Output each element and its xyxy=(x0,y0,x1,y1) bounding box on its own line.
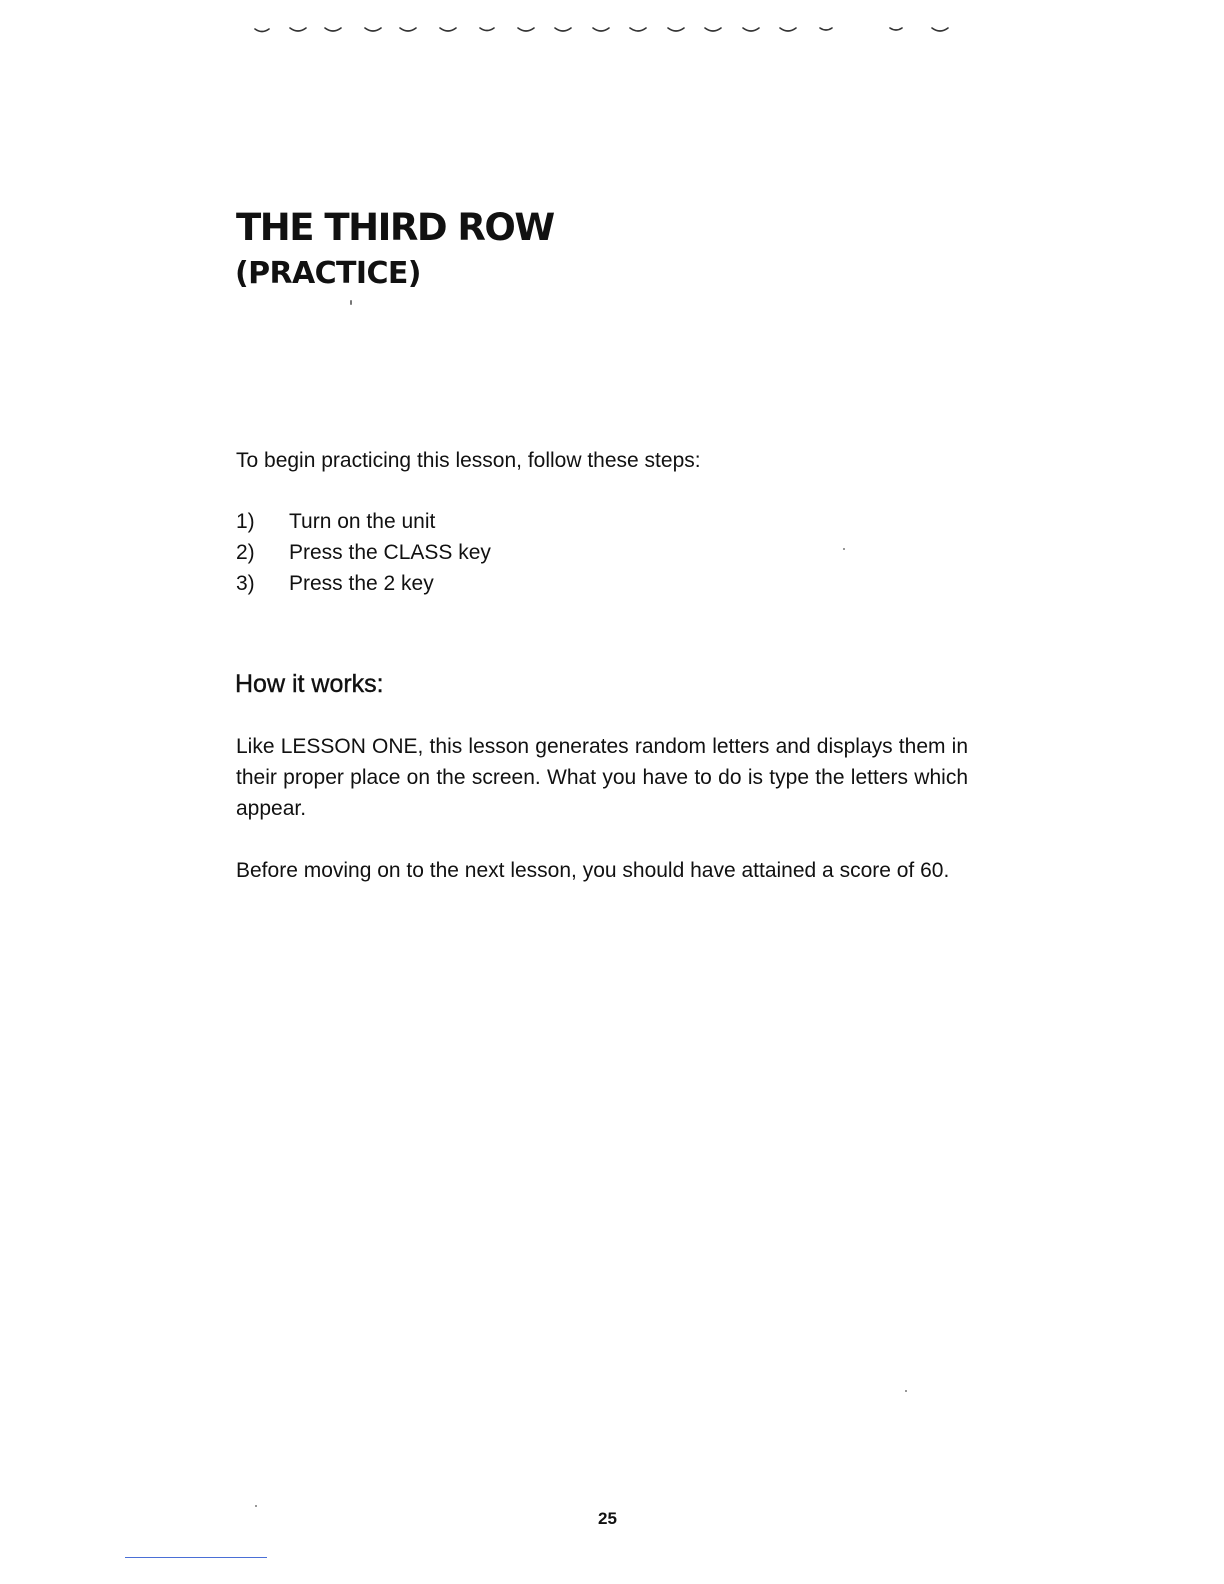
step-number: 3) xyxy=(236,572,255,595)
scan-speck xyxy=(843,548,845,550)
page-subtitle: (PRACTICE) xyxy=(235,256,421,291)
step-number: 2) xyxy=(236,541,255,564)
footer-rule xyxy=(125,1557,267,1558)
scan-speck xyxy=(905,1390,907,1392)
list-item xyxy=(236,506,491,537)
list-item xyxy=(236,568,491,599)
step-number: 1) xyxy=(236,510,255,533)
page-title: THE THIRD ROW xyxy=(236,206,554,249)
step-text: Press the 2 key xyxy=(289,572,434,595)
list-item xyxy=(236,537,491,568)
page-number: 25 xyxy=(598,1509,617,1528)
paragraph-score: Before moving on to the next lesson, you should have attained a score of 60. xyxy=(236,859,950,882)
paragraph-how-it-works: Like LESSON ONE, this lesson generates random letters and displays them in their proper place on the screen. What you have to do is type the letters which appear. xyxy=(236,735,968,820)
binding-hole-marks xyxy=(250,18,950,42)
scan-speck xyxy=(255,1505,257,1507)
steps-list xyxy=(236,506,491,599)
step-text: Turn on the unit xyxy=(289,510,436,533)
step-text: Press the CLASS key xyxy=(289,541,491,564)
scan-speck xyxy=(350,300,352,305)
section-heading: How it works: xyxy=(235,670,384,698)
intro-text: To begin practicing this lesson, follow these steps: xyxy=(236,449,701,472)
